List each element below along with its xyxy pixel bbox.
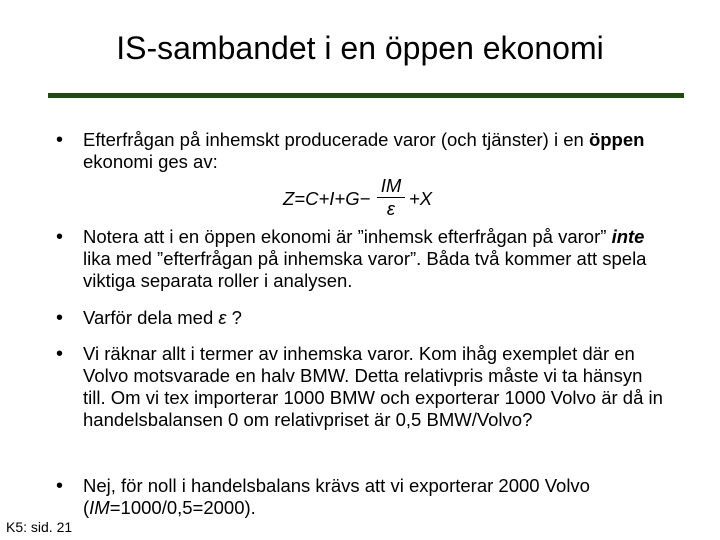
bullet-2-bold-italic: inte <box>611 226 645 247</box>
formula-lhs: Z=C+I+G− <box>283 188 371 209</box>
bullet-5-part1: Nej, för noll i handelsbalans krävs att vi exporterar 2000 Volvo ( <box>83 475 590 518</box>
formula-rhs: +X <box>409 188 433 209</box>
bullet-3-text <box>83 307 683 329</box>
bullet-2-text <box>83 226 673 292</box>
formula-fraction <box>377 176 405 219</box>
bullet-1-part2: ekonomi ges av: <box>83 151 218 172</box>
bullet-marker: • <box>56 129 64 151</box>
bullet-5-italic: IM <box>89 497 110 518</box>
bullet-5-text <box>83 475 663 519</box>
bullet-5-part2: =1000/0,5=2000). <box>109 497 256 518</box>
title-divider <box>48 93 684 98</box>
bullet-4-text: Vi räknar allt i termer av inhemska varor. Kom ihåg exemplet där en Volvo motsvarade en halv BMW. Detta relativpris måste vi ta hänsyn till. Om vi tex importerar 1000 BMW och exporterar 1000 Volvo är då in handelsbalansen 0 om relativpriset är 0,5 BMW/Volvo? <box>83 343 663 430</box>
formula-denominator: ε <box>386 198 396 219</box>
formula-numerator: IM <box>380 175 402 196</box>
bullet-3-end: ? <box>226 307 242 328</box>
bullet-1-bold: öppen <box>588 129 645 150</box>
bullet-2-part2: lika med ”efterfrågan på inhemska varor”. Båda två kommer att spela viktiga separata roller i analysen. <box>83 248 647 291</box>
bullet-marker: • <box>56 307 64 329</box>
bullet-1-text <box>83 129 683 173</box>
bullet-marker: • <box>56 226 64 248</box>
bullet-marker: • <box>56 343 64 365</box>
bullet-3-part1: Varför dela med <box>83 307 219 328</box>
bullet-1-part1: Efterfrågan på inhemskt producerade varor (och tjänster) i en <box>83 129 589 150</box>
epsilon-symbol: ε <box>218 307 227 328</box>
bullet-marker: • <box>56 475 64 497</box>
page-reference: K5: sid. 21 <box>6 519 73 535</box>
slide-title: IS-sambandet i en öppen ekonomi <box>116 30 604 66</box>
bullet-2-part1: Notera att i en öppen ekonomi är ”inhemsk efterfrågan på varor” <box>83 226 612 247</box>
